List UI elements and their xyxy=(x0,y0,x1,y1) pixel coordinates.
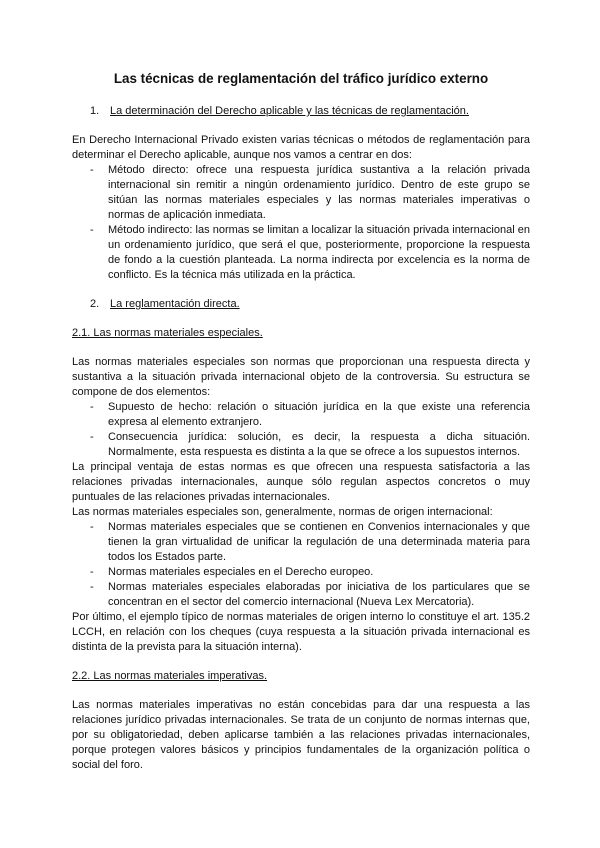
section-1-title: La determinación del Derecho aplicable y las técnicas de reglamentación. xyxy=(110,105,469,117)
section-2-2-heading: 2.2. Las normas materiales imperativas. xyxy=(72,670,268,682)
section-1-number: 1. xyxy=(90,105,100,117)
list-item-text: Consecuencia jurídica: solución, es decir, la respuesta a dicha situación. Normalmente, esta respuesta es distinta a la que se ofrece a los supuestos internos. xyxy=(108,431,530,458)
list-item-text: Normas materiales especiales que se contienen en Convenios internacionales y que tienen la gran virtualidad de unificar la regulación de una determinada materia para todos los Estados parte. xyxy=(108,521,530,563)
section-1-list xyxy=(72,163,530,283)
section-2-1-paragraph-3: Las normas materiales especiales son, generalmente, normas de origen internacional: xyxy=(72,506,493,518)
list-item xyxy=(72,565,530,580)
list-item-text: Normas materiales especiales elaboradas por iniciativa de los particulares que se concentran en el sector del comercio internacional (Nueva Lex Mercatoria). xyxy=(108,581,530,608)
section-1-heading xyxy=(90,104,530,119)
list-item xyxy=(72,580,530,610)
section-2-heading xyxy=(90,297,530,312)
section-2-1-paragraph-2: La principal ventaja de estas normas es que ofrecen una respuesta satisfactoria a las relaciones privadas internacionales, aunque sólo regulan aspectos concretos o muy puntuales de las relaciones privadas internacionales. xyxy=(72,461,530,503)
dash-bullet: - xyxy=(90,401,94,413)
list-item-text: Método indirecto: las normas se limitan a localizar la situación privada internacional en un ordenamiento jurídico, que será el que, posteriormente, proporcione la respuesta de fondo a la cuestión planteada. La norma indirecta por excelencia es la norma de conflicto. Es la técnica más utilizada en la práctica. xyxy=(108,224,530,281)
section-2-2-paragraph-1: Las normas materiales imperativas no están concebidas para dar una respuesta a las relaciones jurídico privadas internacionales. Se trata de un conjunto de normas internas que, por su obligatoriedad, deben aplicarse también a las relaciones privadas internacionales, porque protegen valores básicos y principios fundamentales de la organización política o social del foro. xyxy=(72,699,530,771)
list-item xyxy=(72,430,530,460)
list-item xyxy=(72,163,530,223)
dash-bullet: - xyxy=(90,164,94,176)
dash-bullet: - xyxy=(90,521,94,533)
dash-bullet: - xyxy=(90,581,94,593)
section-2-1-paragraph-4: Por último, el ejemplo típico de normas materiales de origen interno lo constituye el art. 135.2 LCCH, en relación con los cheques (cuya respuesta a la situación privada internacional es distinta de la prevista para la situación interna). xyxy=(72,611,530,653)
section-2-title: La reglamentación directa. xyxy=(110,298,240,310)
section-2-1-heading: 2.1. Las normas materiales especiales. xyxy=(72,327,263,339)
list-item-text: Método directo: ofrece una respuesta jurídica sustantiva a la relación privada internacional sin remitir a ningún ordenamiento jurídico. Dentro de este grupo se sitúan las normas materiales especiales y las normas materiales imperativas o normas de aplicación inmediata. xyxy=(108,164,530,221)
dash-bullet: - xyxy=(90,431,94,443)
section-1-intro: En Derecho Internacional Privado existen varias técnicas o métodos de reglamentación para determinar el Derecho aplicable, aunque nos vamos a centrar en dos: xyxy=(72,134,530,161)
dash-bullet: - xyxy=(90,566,94,578)
section-2-1-list-1 xyxy=(72,400,530,460)
list-item xyxy=(72,520,530,565)
list-item xyxy=(72,223,530,283)
section-2-1-paragraph-1: Las normas materiales especiales son normas que proporcionan una respuesta directa y sustantiva a la situación privada internacional objeto de la controversia. Su estructura se compone de dos elementos: xyxy=(72,356,530,398)
list-item-text: Normas materiales especiales en el Derecho europeo. xyxy=(108,566,374,578)
list-item xyxy=(72,400,530,430)
document-title: Las técnicas de reglamentación del tráfico jurídico externo xyxy=(113,71,489,86)
list-item-text: Supuesto de hecho: relación o situación jurídica en la que existe una referencia expresa al elemento extranjero. xyxy=(108,401,530,428)
dash-bullet: - xyxy=(90,224,94,236)
section-2-number: 2. xyxy=(90,298,100,310)
section-2-1-list-2 xyxy=(72,520,530,610)
